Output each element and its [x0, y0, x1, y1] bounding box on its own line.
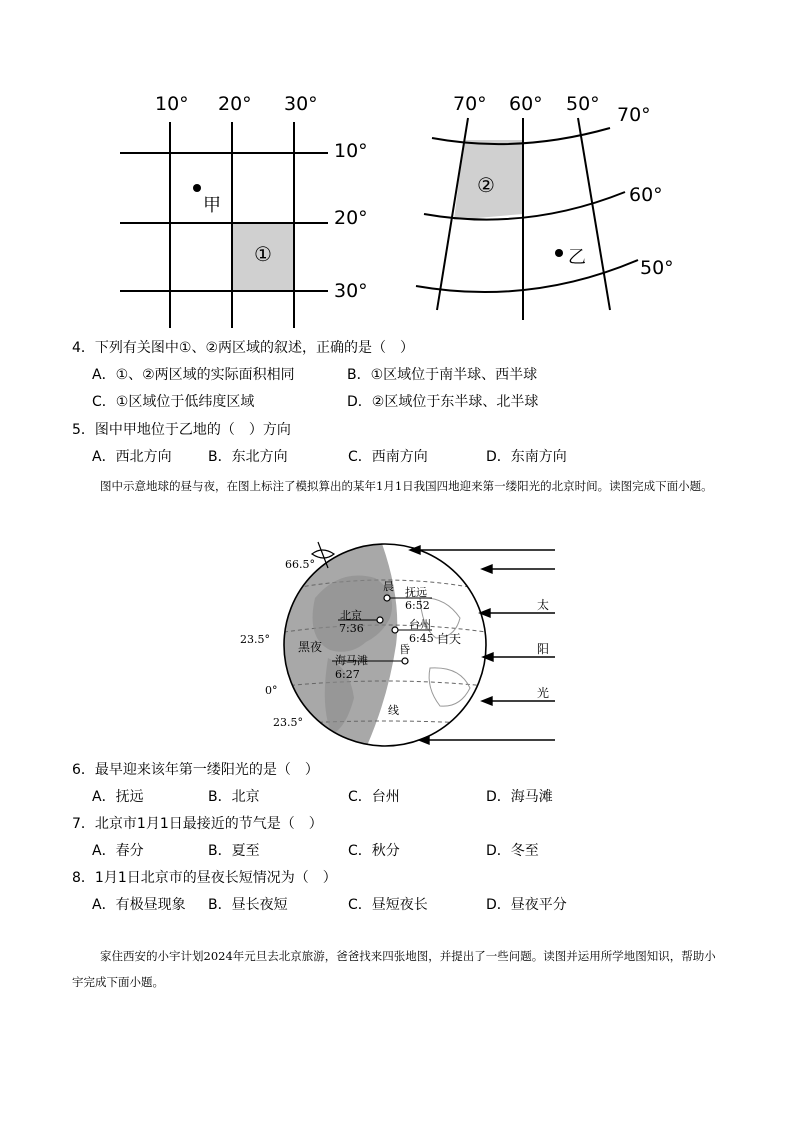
region-2-label: ②: [477, 173, 495, 197]
question-5-option-c[interactable]: C．西南方向: [348, 449, 428, 465]
question-7-option-c[interactable]: C．秋分: [348, 843, 400, 859]
question-7-option-b[interactable]: B．夏至: [208, 843, 260, 859]
question-8-option-d[interactable]: D．昼夜平分: [486, 897, 567, 913]
haimatan-marker: [402, 658, 408, 664]
beijing-time: 7:36: [339, 622, 364, 635]
fuyuan-name: 抚远: [405, 586, 427, 599]
day-label: 白天: [437, 632, 462, 646]
point-yi-dot: [555, 249, 563, 257]
lon-label-20: 20°: [218, 93, 252, 115]
terminator-char-2: 昏: [399, 643, 410, 656]
question-6-option-d[interactable]: D．海马滩: [486, 789, 553, 805]
lon-label-70: 70°: [453, 93, 487, 115]
sunlight-char-1: 太: [537, 598, 550, 612]
question-7-stem: 7．北京市1月1日最接近的节气是（ ）: [72, 816, 323, 832]
lat-23n-label: 23.5°: [240, 633, 270, 646]
taizhou-marker: [392, 627, 398, 633]
fuyuan-time: 6:52: [405, 599, 430, 612]
night-label: 黑夜: [298, 640, 323, 654]
sunlight-char-3: 光: [537, 686, 550, 700]
lat-label-60: 60°: [629, 184, 663, 206]
lat-label-30: 30°: [334, 280, 368, 302]
lon-label-50: 50°: [566, 93, 600, 115]
question-4-option-d[interactable]: D．②区域位于东半球、北半球: [347, 394, 539, 410]
question-7-option-a[interactable]: A．春分: [92, 843, 144, 859]
question-4-option-b[interactable]: B．①区域位于南半球、西半球: [347, 367, 538, 383]
beijing-marker: [377, 617, 383, 623]
question-5-option-d[interactable]: D．东南方向: [486, 449, 567, 465]
lat-66-label: 66.5°: [285, 558, 315, 571]
beijing-name: 北京: [340, 609, 362, 622]
question-8-option-b[interactable]: B．昼长夜短: [208, 897, 288, 913]
question-6-stem: 6．最早迎来该年第一缕阳光的是（ ）: [72, 762, 319, 778]
lat-0-label: 0°: [265, 684, 278, 697]
lon-label-60: 60°: [509, 93, 543, 115]
question-5-option-a[interactable]: A．西北方向: [92, 449, 172, 465]
haimatan-time: 6:27: [335, 668, 360, 681]
terminator-char-1: 晨: [383, 580, 394, 593]
lon-label-30: 30°: [284, 93, 318, 115]
question-8-stem: 8．1月1日北京市的昼夜长短情况为（ ）: [72, 870, 337, 886]
lat-23s-label: 23.5°: [273, 716, 303, 729]
lat-label-10: 10°: [334, 140, 368, 162]
haimatan-name: 海马滩: [335, 654, 368, 667]
question-5-option-b[interactable]: B．东北方向: [208, 449, 288, 465]
sunlight-char-2: 阳: [537, 642, 550, 656]
question-6-option-c[interactable]: C．台州: [348, 789, 400, 805]
lat-label-50: 50°: [640, 257, 674, 279]
question-4-stem: 4．下列有关图中①、②两区域的叙述，正确的是（ ）: [72, 340, 415, 356]
question-6-option-b[interactable]: B．北京: [208, 789, 260, 805]
point-jia-label: 甲: [203, 195, 221, 216]
intro-paragraph-2: 家住西安的小宇计划2024年元旦去北京旅游，爸爸找来四张地图，并提出了一些问题。读图并运用所学地图知识，帮助小宇完成下面小题。: [72, 949, 716, 989]
lon-label-10: 10°: [155, 93, 189, 115]
question-8-option-a[interactable]: A．有极昼现象: [92, 897, 186, 913]
grid-map-left-lines: [110, 110, 340, 330]
terminator-char-3: 线: [388, 704, 399, 717]
lat-label-70: 70°: [617, 104, 651, 126]
fuyuan-marker: [384, 595, 390, 601]
taizhou-time: 6:45: [409, 632, 434, 645]
intro-paragraph-1: 图中示意地球的昼与夜，在图上标注了模拟算出的某年1月1日我国四地迎来第一缕阳光的北京时间。读图完成下面小题。: [100, 479, 713, 493]
region-1-label: ①: [254, 242, 272, 266]
question-8-option-c[interactable]: C．昼短夜长: [348, 897, 428, 913]
question-4-option-c[interactable]: C．①区域位于低纬度区域: [92, 394, 255, 410]
question-7-option-d[interactable]: D．冬至: [486, 843, 539, 859]
point-jia-dot: [193, 184, 201, 192]
taizhou-name: 台州: [409, 618, 431, 631]
lat-label-20: 20°: [334, 207, 368, 229]
grid-map-right-lines: [410, 110, 650, 325]
point-yi-label: 乙: [568, 247, 586, 268]
question-4-option-a[interactable]: A．①、②两区域的实际面积相同: [92, 367, 295, 383]
question-6-option-a[interactable]: A．抚远: [92, 789, 144, 805]
question-5-stem: 5．图中甲地位于乙地的（ ）方向: [72, 422, 291, 438]
